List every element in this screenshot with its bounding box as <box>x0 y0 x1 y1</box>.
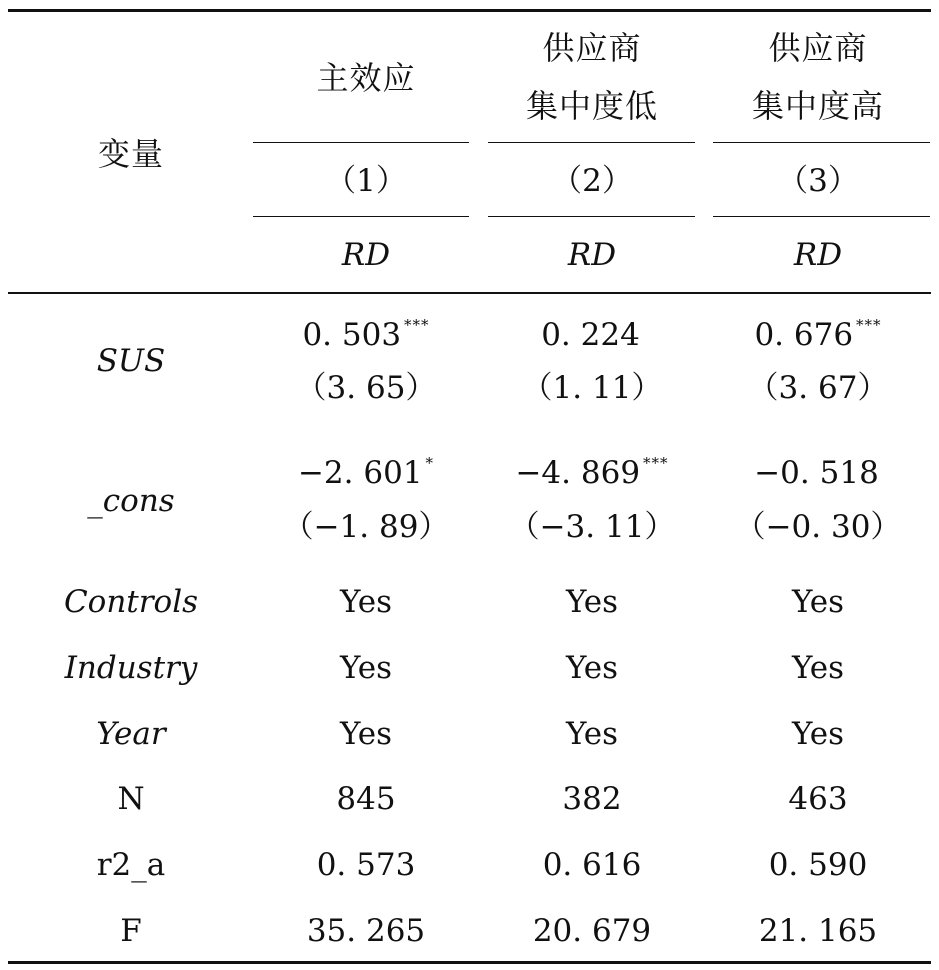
coef-value: −4. 869 <box>515 455 641 491</box>
col1-dependent-variable: RD <box>341 237 391 273</box>
coef-value: 0. 676 <box>754 317 854 353</box>
row-label-n: N <box>117 781 145 817</box>
col2-number-rule <box>488 216 695 217</box>
r2a-col1: 0. 573 <box>316 847 416 883</box>
f-col1: 35. 265 <box>306 913 426 949</box>
year-col2: Yes <box>565 716 619 752</box>
col1-title: 主效应 <box>316 59 416 97</box>
sus-tstat-col1: （3. 65） <box>295 370 437 406</box>
sus-coef-col1 <box>302 316 430 353</box>
industry-col3: Yes <box>791 650 845 686</box>
col3-title-line1: 供应商 <box>768 29 868 67</box>
controls-col1: Yes <box>339 584 393 620</box>
col2-dependent-variable: RD <box>567 237 617 273</box>
n-col3: 463 <box>788 781 848 817</box>
col3-title-line2: 集中度高 <box>751 87 885 125</box>
sus-coef-col2 <box>541 317 643 353</box>
row-label-year: Year <box>96 716 166 752</box>
coef-value: 0. 224 <box>541 317 640 353</box>
cons-tstat-col3: （−0. 30） <box>734 509 902 545</box>
row-label-r2a: r2_a <box>96 847 166 883</box>
col2-title-rule <box>488 142 695 143</box>
col2-number: （2） <box>551 163 633 199</box>
r2a-col3: 0. 590 <box>768 847 868 883</box>
industry-col2: Yes <box>565 650 619 686</box>
col1-number-rule <box>253 216 469 217</box>
significance-stars: *** <box>643 454 669 472</box>
significance-stars: *** <box>856 316 882 334</box>
cons-coef-col1 <box>297 454 435 491</box>
coef-value: −2. 601 <box>297 455 423 491</box>
controls-col3: Yes <box>791 584 845 620</box>
col3-number: （3） <box>777 163 859 199</box>
cons-tstat-col1: （−1. 89） <box>282 509 450 545</box>
significance-stars: * <box>425 454 435 472</box>
table-top-rule <box>8 9 931 12</box>
row-label-industry: Industry <box>64 650 198 686</box>
significance-stars: *** <box>404 316 430 334</box>
year-col1: Yes <box>339 716 393 752</box>
row-label-f: F <box>120 913 142 949</box>
controls-col2: Yes <box>565 584 619 620</box>
cons-coef-col3 <box>754 455 882 491</box>
sus-tstat-col2: （1. 11） <box>521 370 663 406</box>
sus-tstat-col3: （3. 67） <box>747 370 889 406</box>
variable-header: 变量 <box>97 135 165 173</box>
coef-value: 0. 503 <box>302 317 402 353</box>
col1-title-rule <box>253 142 469 143</box>
year-col3: Yes <box>791 716 845 752</box>
col3-title-rule <box>713 142 930 143</box>
col3-dependent-variable: RD <box>793 237 843 273</box>
header-bottom-rule <box>8 292 931 294</box>
row-label-sus: SUS <box>96 343 166 379</box>
col3-number-rule <box>713 216 930 217</box>
sus-coef-col3 <box>754 316 882 353</box>
col2-title-line1: 供应商 <box>542 29 642 67</box>
col1-number: （1） <box>325 163 407 199</box>
industry-col1: Yes <box>339 650 393 686</box>
r2a-col2: 0. 616 <box>542 847 642 883</box>
row-label-controls: Controls <box>63 584 199 620</box>
cons-tstat-col2: （−3. 11） <box>508 509 676 545</box>
row-label-cons: _cons <box>87 483 175 519</box>
col2-title-line2: 集中度低 <box>525 87 659 125</box>
table-bottom-rule <box>8 961 931 964</box>
coef-value: −0. 518 <box>754 455 879 491</box>
f-col2: 20. 679 <box>532 913 652 949</box>
cons-coef-col2 <box>515 454 669 491</box>
f-col3: 21. 165 <box>758 913 878 949</box>
n-col1: 845 <box>336 781 396 817</box>
n-col2: 382 <box>562 781 622 817</box>
